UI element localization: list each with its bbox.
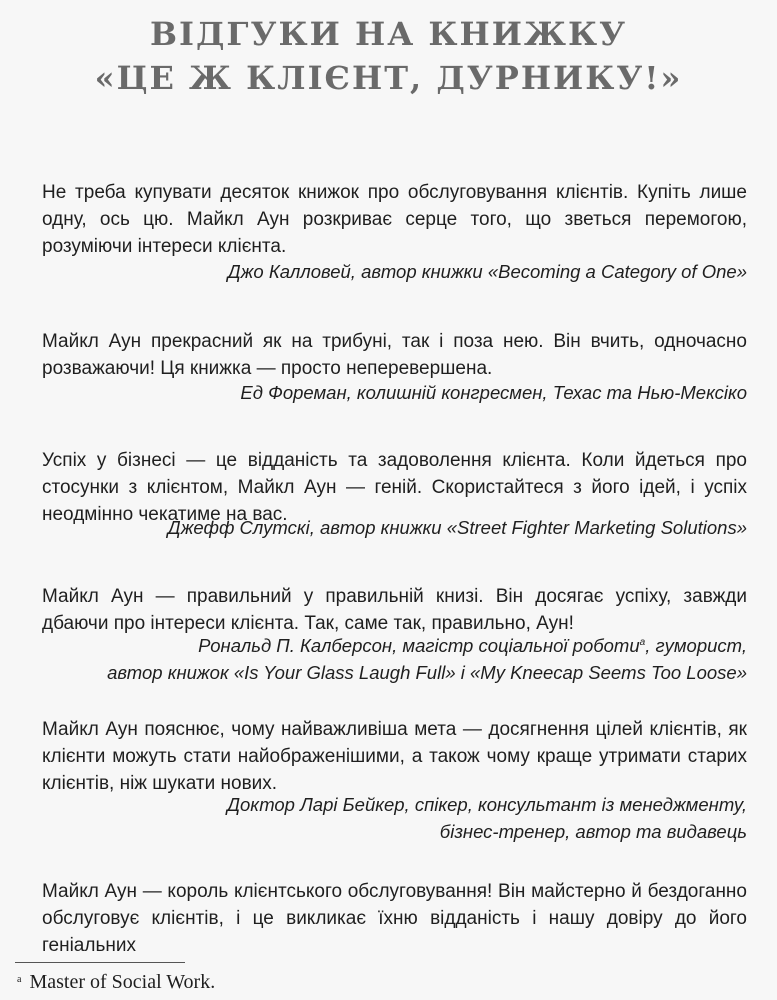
review-text: Успіх у бізнесі — це відданість та задоволення клієнта. Коли йдеться про стосунки з клієнтом, Майкл Аун — геній. Скористайтеся з його ідей, і успіх неодмінно чекатиме на вас. — [42, 450, 747, 525]
review-author — [42, 791, 747, 845]
review-text: Майкл Аун пояснює, чому найважливіша мета — досягнення цілей клієнтів, як клієнти можуть стати найображенішими, а також чому краще утримати старих клієнтів, ніж шукати нових. — [42, 719, 747, 794]
page-title — [0, 12, 777, 100]
author-line: Доктор Ларі Бейкер, спікер, консультант із менеджменту, — [226, 794, 747, 815]
author-name: Рональд П. Калберсон, магістр соціальної роботи — [198, 635, 640, 657]
footnote — [17, 967, 215, 995]
review-author — [42, 629, 747, 686]
author-line — [42, 629, 747, 659]
review-author — [42, 258, 747, 285]
title-line-2: «ЦЕ Ж КЛІЄНТ, ДУРНИКУ!» — [94, 59, 683, 97]
review-text: Майкл Аун — король клієнтського обслуговування! Він майстерно й бездоганно обслуговує клієнтів, і це викликає їхню відданість і нашу довіру до його геніальних — [42, 881, 747, 956]
footnote-divider — [15, 962, 185, 963]
title-line-1: ВІДГУКИ НА КНИЖКУ — [149, 15, 628, 53]
review-author — [42, 379, 747, 406]
author-line: Джефф Слутскі, автор книжки «Street Fighter Marketing Solutions» — [167, 517, 747, 538]
author-line: автор книжок «Is Your Glass Laugh Full» і «My Kneecap Seems Too Loose» — [107, 662, 747, 684]
review-text: Не треба купувати десяток книжок про обслуговування клієнтів. Купіть лише одну, ось цю. Майкл Аун розкриває серце того, що зветься перемогою, розуміючи інтереси клієнта. — [42, 182, 747, 257]
review-text: Майкл Аун прекрасний як на трибуні, так і поза нею. Він вчить, одночасно розважаючи! Ця книжка — просто неперевершена. — [42, 331, 747, 379]
author-line: Джо Калловей, автор книжки «Becoming a Category of One» — [227, 261, 747, 282]
author-line: бізнес-тренер, автор та видавець — [439, 821, 747, 842]
footnote-text: Master of Social Work. — [29, 971, 216, 993]
author-line: Ед Фореман, колишній конгресмен, Техас та Нью-Мексіко — [240, 382, 747, 403]
author-title: , гуморист, — [645, 635, 747, 657]
review-text: Майкл Аун — правильний у правильній книзі. Він досягає успіху, завжди дбаючи про інтереси клієнта. Так, саме так, правильно, Аун! — [42, 586, 747, 634]
review-author — [42, 514, 747, 541]
footnote-marker: a — [17, 974, 22, 985]
footnote-ref[interactable]: a — [639, 637, 646, 648]
